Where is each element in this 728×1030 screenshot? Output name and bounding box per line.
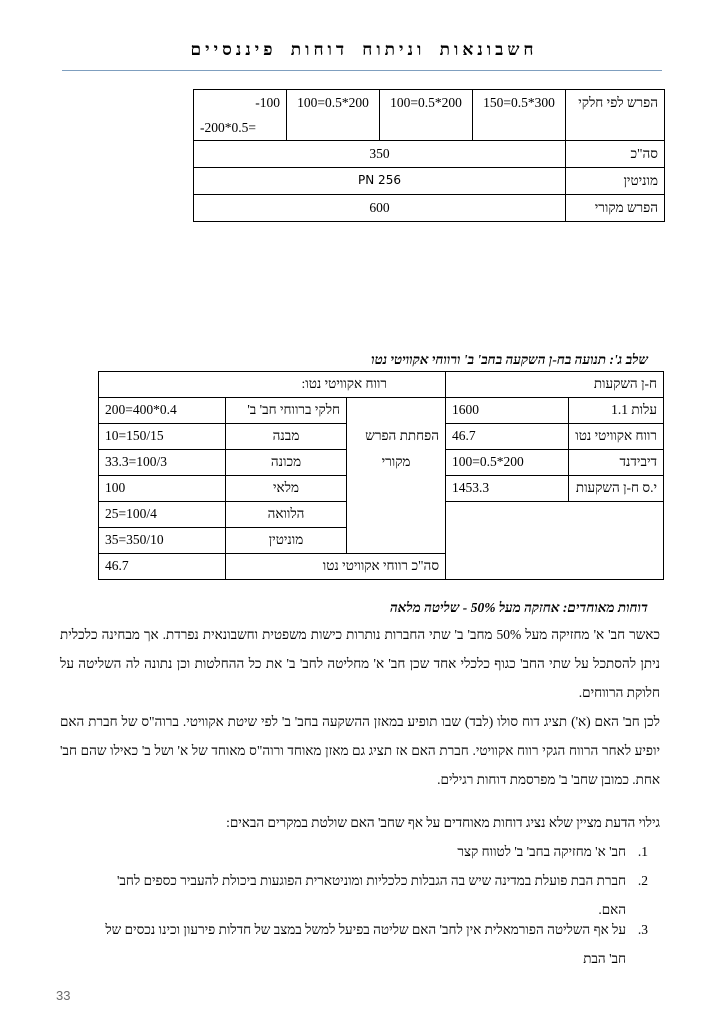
paragraph: כאשר חב' א' מחזיקה מעל 50% מחב' ב' שתי החברות נותרות כישות משפטית וחשבונאית נפרדת. אך מבחינה כלכלית ניתן להסתכל על שתי החב' כגוף כלכלי אחד שכן חב' א' מחליטה לחב' ב' את כל ההחלטות וכן נתונה לה השליטה על חלוקת הרווחים. [60,627,660,700]
table-header-left: רווח אקוויטי נטו: [99,372,446,398]
table-row [194,168,665,195]
table-header-right: ח-ן השקעות [446,372,664,398]
table-cell: 1453.3 [446,476,569,502]
table-cell: 200*0.5=100 [287,90,380,141]
table-row [194,90,665,141]
table-cell: 200*0.5=100 [380,90,473,141]
table-cell [194,90,287,141]
table-cell: 200*0.5=100 [446,450,569,476]
header-divider [62,70,662,71]
table-cell: 100 [99,476,226,502]
table-cell: 350/10=35 [99,528,226,554]
table-cell-label: סה"כ [566,141,665,168]
table-cell-label: הלוואה [226,502,347,528]
table-cell-label: מוניטין [566,168,665,195]
paragraph: גילוי הדעת מציין שלא נציג דוחות מאוחדים על אף שחב' האם שולטת במקרים הבאים: [226,815,660,830]
table-cell: 46.7 [99,554,226,580]
list-number: 2. [637,873,648,888]
table-cell-group: הפחתת הפרש [347,424,446,450]
table-cell: 100/4=25 [99,502,226,528]
table-row [99,398,664,424]
list-item [88,837,648,866]
section-heading: שלב ג': תנועה בח-ן השקעה בחב' ב' ורווחי אקוויטי נטו [371,352,648,367]
table-row [99,450,664,476]
table-cell: 600 [194,195,566,222]
table-cell-label: מוניטין [226,528,347,554]
table-cell: 46.7 [446,424,569,450]
table-row [99,476,664,502]
table-row [99,554,664,580]
consolidated-heading: דוחות מאוחדים: אחזקה מעל 50% - שליטה מלאה [389,600,648,615]
cell-line: -200*0.5= [200,120,256,135]
cell-line: -100 [255,95,280,110]
list-number: 3. [637,922,648,937]
investment-account-table [98,371,664,580]
table-row [99,372,664,398]
page-header-title: חשבונאות וניתוח דוחות פיננסיים [190,40,538,60]
table-row [194,195,665,222]
table-cell: 350 [194,141,566,168]
list-item [88,915,648,973]
table-cell-label: מבנה [226,424,347,450]
list-text: על אף השליטה הפורמאלית אין לחב' האם שליטה בפיעל למשל במצב של חדלות פירעון וכינו נכסים של חב' הבת [105,922,626,966]
table-row [99,424,664,450]
table-cell: 0.4*400=200 [99,398,226,424]
list-text: חברת הבת פועלת במדינה שיש בה הגבלות כלכליות ומוניטארית הפוגעות ביכולת להעביר כספים לחב' האם. [116,873,626,917]
table-cell-label: מלאי [226,476,347,502]
table-cell-label: רווח אקוויטי נטו [569,424,664,450]
difference-allocation-table [193,89,665,222]
table-cell-label: סה"כ רווחי אקוויטי נטו [226,554,446,580]
table-cell: PN 256 [194,168,566,195]
table-cell-label: הפרש מקורי [566,195,665,222]
table-cell: 1600 [446,398,569,424]
table-cell: 150/15=10 [99,424,226,450]
table-cell-label: עלות 1.1 [569,398,664,424]
table-cell-label: חלקי ברווחי חב' ב' [226,398,347,424]
table-cell: 300*0.5=150 [473,90,566,141]
table-row [99,502,664,528]
table-cell: 100/3=33.3 [99,450,226,476]
table-cell-label: י.ס ח-ן השקעות [569,476,664,502]
table-cell-label: דיבידנד [569,450,664,476]
table-cell-label: הפרש לפי חלקי [566,90,665,141]
list-number: 1. [637,844,648,859]
page-number: 33 [56,988,71,1003]
table-row [194,141,665,168]
paragraph: לכן חב' האם (א') תציג דוח סולו (לבד) שבו תופיע במאזן ההשקעה בחב' ב' לפי שיטת אקוויטי. ברוה"ס של חברת האם יופיע לאחר הרווח הגקי רווח אקוויטי. חברת האם אז תציג גם מאזן מאוחד ורוה"ס מאוחד של א' ושל ב' כאילו שהם חב' אחת. כמובן שחב' ב' מפרסמת דוחות רגילים. [60,714,660,787]
table-cell-label: מכונה [226,450,347,476]
list-text: חב' א' מחזיקה בחב' ב' לטווח קצר [457,844,626,859]
table-cell-group: מקורי [347,450,446,476]
table-row [99,528,664,554]
